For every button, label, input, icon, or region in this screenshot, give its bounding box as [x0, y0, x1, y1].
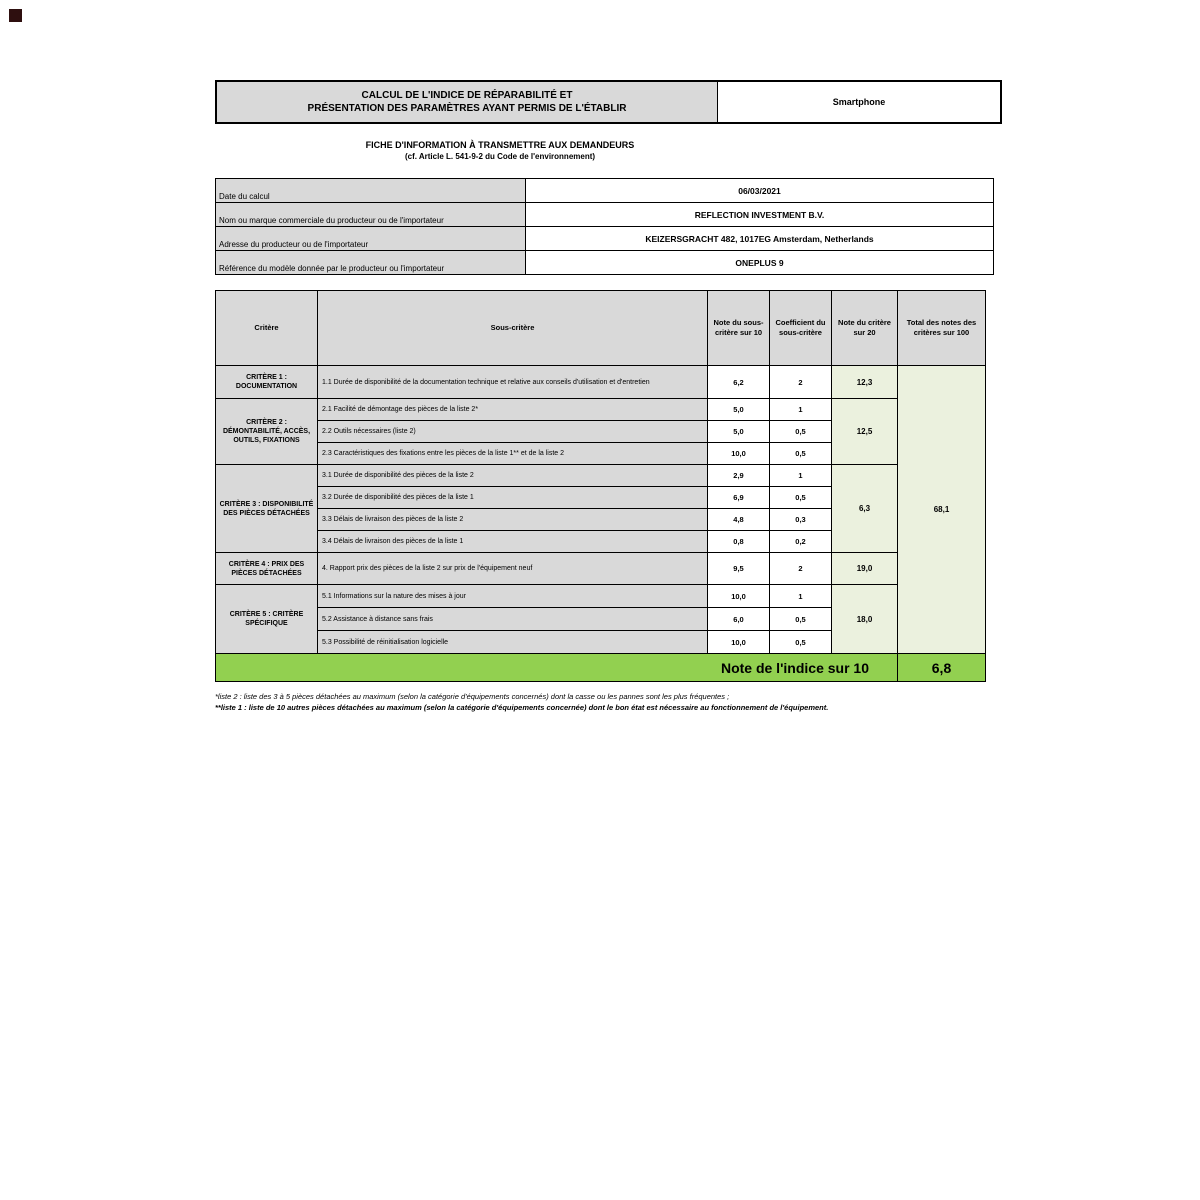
table-row	[216, 366, 986, 399]
col-header-critere: Critère	[216, 291, 318, 366]
subscore-value: 10,0	[708, 443, 770, 465]
criterion-3-name: CRITÈRE 3 : DISPONIBILITÉ DES PIÈCES DÉTACHÉES	[216, 465, 318, 553]
info-table	[215, 178, 994, 275]
info-row	[216, 203, 994, 227]
coefficient-value: 0,5	[770, 631, 832, 654]
corner-mark	[9, 9, 22, 22]
coefficient-value: 0,3	[770, 509, 832, 531]
criterion-2-name: CRITÈRE 2 : DÉMONTABILITÉ, ACCÈS, OUTILS, FIXATIONS	[216, 399, 318, 465]
subscore-value: 2,9	[708, 465, 770, 487]
subcriterion-label: 3.3 Délais de livraison des pièces de la liste 2	[318, 509, 708, 531]
table-header-row	[216, 291, 986, 366]
criterion-3-score20: 6,3	[832, 465, 898, 553]
coefficient-value: 0,2	[770, 531, 832, 553]
info-row	[216, 251, 994, 275]
subcriterion-label: 2.1 Facilité de démontage des pièces de la liste 2*	[318, 399, 708, 421]
table-row	[216, 585, 986, 608]
coefficient-value: 0,5	[770, 443, 832, 465]
info-label-model: Référence du modèle donnée par le producteur ou l'importateur	[216, 251, 526, 275]
subtitle-line2: (cf. Article L. 541-9-2 du Code de l'environnement)	[404, 152, 596, 161]
page-title-line1: CALCUL DE L'INDICE DE RÉPARABILITÉ ET	[361, 90, 573, 101]
coefficient-value: 2	[770, 366, 832, 399]
coefficient-value: 0,5	[770, 608, 832, 631]
info-value-address: KEIZERSGRACHT 482, 1017EG Amsterdam, Netherlands	[526, 227, 994, 251]
info-label-producer: Nom ou marque commerciale du producteur ou de l'importateur	[216, 203, 526, 227]
info-value-producer: REFLECTION INVESTMENT B.V.	[526, 203, 994, 227]
subcriterion-label: 2.2 Outils nécessaires (liste 2)	[318, 421, 708, 443]
subcriterion-label: 5.1 Informations sur la nature des mises à jour	[318, 585, 708, 608]
table-row	[216, 399, 986, 421]
subcriterion-label: 4. Rapport prix des pièces de la liste 2 sur prix de l'équipement neuf	[318, 553, 708, 585]
subcriterion-label: 5.3 Possibilité de réinitialisation logicielle	[318, 631, 708, 654]
table-row	[216, 465, 986, 487]
total-score-100: 68,1	[898, 366, 986, 654]
subscore-value: 10,0	[708, 585, 770, 608]
subscore-value: 5,0	[708, 421, 770, 443]
table-row	[216, 553, 986, 585]
subcriterion-label: 3.4 Délais de livraison des pièces de la liste 1	[318, 531, 708, 553]
criterion-2-score20: 12,5	[832, 399, 898, 465]
criterion-5-name: CRITÈRE 5 : CRITÈRE SPÉCIFIQUE	[216, 585, 318, 654]
subscore-value: 5,0	[708, 399, 770, 421]
coefficient-value: 1	[770, 399, 832, 421]
subscore-value: 4,8	[708, 509, 770, 531]
final-score-value: 6,8	[898, 654, 986, 682]
info-value-date: 06/03/2021	[526, 179, 994, 203]
final-score-label: Note de l'indice sur 10	[216, 654, 898, 682]
coefficient-value: 0,5	[770, 421, 832, 443]
subtitle-line1: FICHE D'INFORMATION À TRANSMETTRE AUX DEMANDEURS	[365, 140, 635, 150]
info-value-model: ONEPLUS 9	[526, 251, 994, 275]
col-header-note-critere: Note du critère sur 20	[832, 291, 898, 366]
criterion-4-score20: 19,0	[832, 553, 898, 585]
page-title-line2: PRÉSENTATION DES PARAMÈTRES AYANT PERMIS DE L'ÉTABLIR	[307, 103, 627, 114]
subscore-value: 9,5	[708, 553, 770, 585]
coefficient-value: 0,5	[770, 487, 832, 509]
col-header-sous-critere: Sous-critère	[318, 291, 708, 366]
subcriterion-label: 5.2 Assistance à distance sans frais	[318, 608, 708, 631]
criterion-1-name: CRITÈRE 1 : DOCUMENTATION	[216, 366, 318, 399]
product-category: Smartphone	[718, 81, 1002, 123]
final-score-row	[216, 654, 986, 682]
title-block	[215, 80, 1002, 124]
info-label-date: Date du calcul	[216, 179, 526, 203]
criteria-table	[215, 290, 986, 682]
footnote-liste2: *liste 2 : liste des 3 à 5 pièces détachées au maximum (selon la catégorie d'équipements concernés) dont la casse ou les pannes sont les plus fréquentes ;	[215, 692, 730, 701]
criterion-5-score20: 18,0	[832, 585, 898, 654]
info-row	[216, 179, 994, 203]
subcriterion-label: 3.2 Durée de disponibilité des pièces de la liste 1	[318, 487, 708, 509]
subcriterion-label: 1.1 Durée de disponibilité de la documentation technique et relative aux conseils d'utilisation et d'entretien	[318, 366, 708, 399]
subscore-value: 0,8	[708, 531, 770, 553]
subscore-value: 6,2	[708, 366, 770, 399]
footnotes	[215, 691, 985, 713]
coefficient-value: 1	[770, 585, 832, 608]
criterion-1-score20: 12,3	[832, 366, 898, 399]
col-header-total: Total des notes des critères sur 100	[898, 291, 986, 366]
subscore-value: 6,0	[708, 608, 770, 631]
col-header-coefficient: Coefficient du sous-critère	[770, 291, 832, 366]
coefficient-value: 2	[770, 553, 832, 585]
info-row	[216, 227, 994, 251]
col-header-note-sous-critere: Note du sous-critère sur 10	[708, 291, 770, 366]
coefficient-value: 1	[770, 465, 832, 487]
subscore-value: 6,9	[708, 487, 770, 509]
page-title	[216, 81, 718, 123]
subscore-value: 10,0	[708, 631, 770, 654]
footnote-liste1: **liste 1 : liste de 10 autres pièces détachées au maximum (selon la catégorie d'équipements concernée) dont le bon état est nécessaire au fonctionnement de l'équipement.	[215, 703, 829, 712]
subcriterion-label: 2.3 Caractéristiques des fixations entre les pièces de la liste 1** et de la liste 2	[318, 443, 708, 465]
subtitle-block	[215, 139, 785, 162]
info-label-address: Adresse du producteur ou de l'importateur	[216, 227, 526, 251]
subcriterion-label: 3.1 Durée de disponibilité des pièces de la liste 2	[318, 465, 708, 487]
document-sheet	[215, 80, 985, 713]
criterion-4-name: CRITÈRE 4 : PRIX DES PIÈCES DÉTACHÉES	[216, 553, 318, 585]
